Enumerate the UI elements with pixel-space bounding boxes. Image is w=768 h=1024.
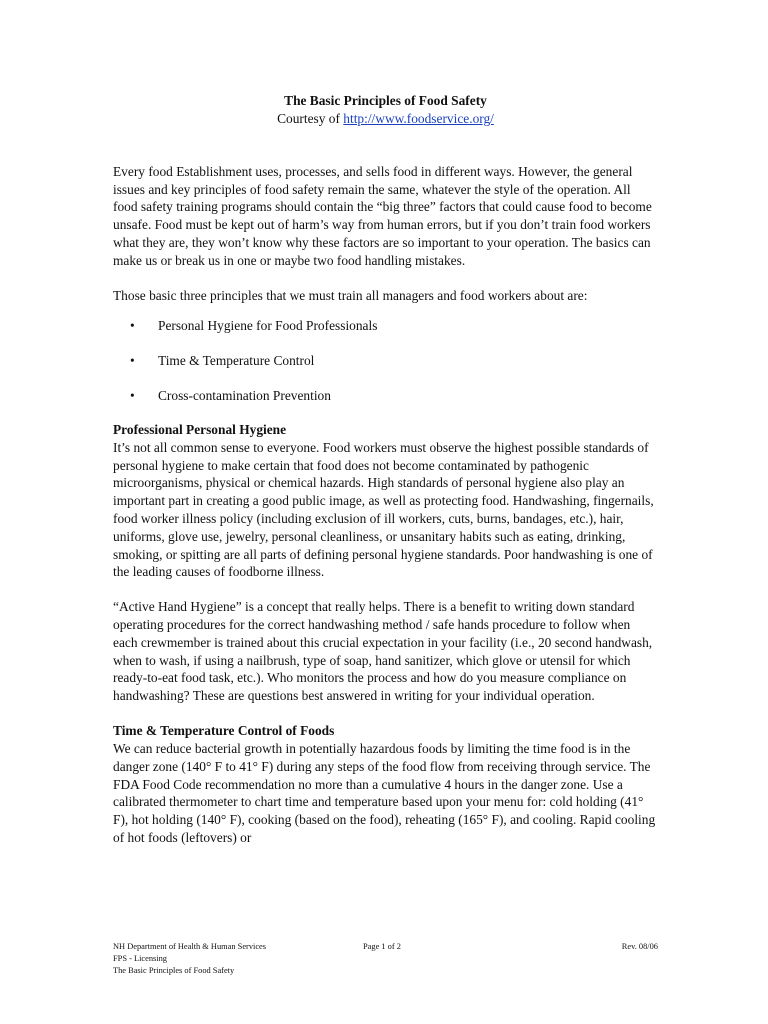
temperature-heading: Time & Temperature Control of Foods	[113, 722, 335, 738]
document-title: The Basic Principles of Food Safety	[284, 93, 487, 108]
foodservice-link[interactable]: http://www.foodservice.org/	[343, 111, 494, 126]
bullet-icon: •	[130, 318, 135, 334]
principles-lead: Those basic three principles that we must train all managers and food workers about are:	[113, 287, 588, 303]
list-item	[113, 317, 658, 335]
footer-org: NH Department of Health & Human Services	[113, 942, 267, 951]
footer-revision: Rev. 08/06	[621, 942, 658, 951]
principles-list	[113, 317, 658, 404]
courtesy-prefix: Courtesy of	[277, 111, 344, 126]
principle-label: Personal Hygiene for Food Professionals	[158, 318, 378, 334]
list-item	[113, 387, 658, 405]
bullet-icon: •	[130, 387, 135, 403]
hygiene-heading: Professional Personal Hygiene	[113, 421, 287, 437]
intro-paragraph: Every food Establishment uses, processes, and sells food in different ways. However, the general issues and key principles of food safety remain the same, whatever the style of the operation. All food safety training programs should contain the “big three” factors that could cause food to become unsafe. Food must be kept out of harm’s way from human errors, but if you don’t train food workers what they are, they won’t know why these factors are so important to your operation. The basics can make us or break us in one or maybe two food handling mistakes.	[113, 163, 652, 268]
footer-page-number: Page 1 of 2	[363, 942, 401, 951]
page-footer	[113, 941, 658, 977]
footer-doc-title: The Basic Principles of Food Safety	[113, 966, 235, 975]
list-item	[113, 352, 658, 370]
hand-hygiene-paragraph: “Active Hand Hygiene” is a concept that really helps. There is a benefit to writing down standard operating procedures for the correct handwashing method / safe hands procedure to follow when each crewmember is trained about this crucial expectation in your facility (i.e., 20 second handwash, when to wash, if using a nailbrush, type of soap, hand sanitizer, which glove or utensil for which ready-to-eat food task, etc.). Who monitors the process and how do you measure compliance on handwashing? These are questions best answered in writing for your individual operation.	[113, 599, 653, 704]
hygiene-paragraph: It’s not all common sense to everyone. Food workers must observe the highest possible standards of personal hygiene to make certain that food does not become contaminated by pathogenic microorganisms, physical or chemical hazards. High standards of personal hygiene also play an important part in creating a good public image, as well as protecting food. Handwashing, fingernails, food worker illness policy (including exclusion of ill workers, cuts, burns, bandages, etc.), hair, uniforms, glove use, jewelry, personal cleanliness, or unsanitary habits such as eating, drinking, smoking, or spitting are all parts of defining personal hygiene standards. Poor handwashing is one of the leading causes of foodborne illness.	[113, 439, 654, 580]
temperature-paragraph: We can reduce bacterial growth in potentially hazardous foods by limiting the time food is in the danger zone (140° F to 41° F) during any steps of the food flow from receiving through service. The FDA Food Code recommendation no more than a cumulative 4 hours in the danger zone. Use a calibrated thermometer to chart time and temperature based upon your menu for: cold holding (41° F), hot holding (140° F), cooking (based on the food), reheating (165° F), and cooling. Rapid cooling of hot foods (leftovers) or	[113, 740, 656, 845]
footer-dept: FPS - Licensing	[113, 954, 167, 963]
document-page	[113, 92, 658, 847]
principle-label: Cross-contamination Prevention	[158, 387, 331, 403]
principle-label: Time & Temperature Control	[158, 353, 315, 369]
courtesy-line	[113, 110, 658, 128]
bullet-icon: •	[130, 353, 135, 369]
